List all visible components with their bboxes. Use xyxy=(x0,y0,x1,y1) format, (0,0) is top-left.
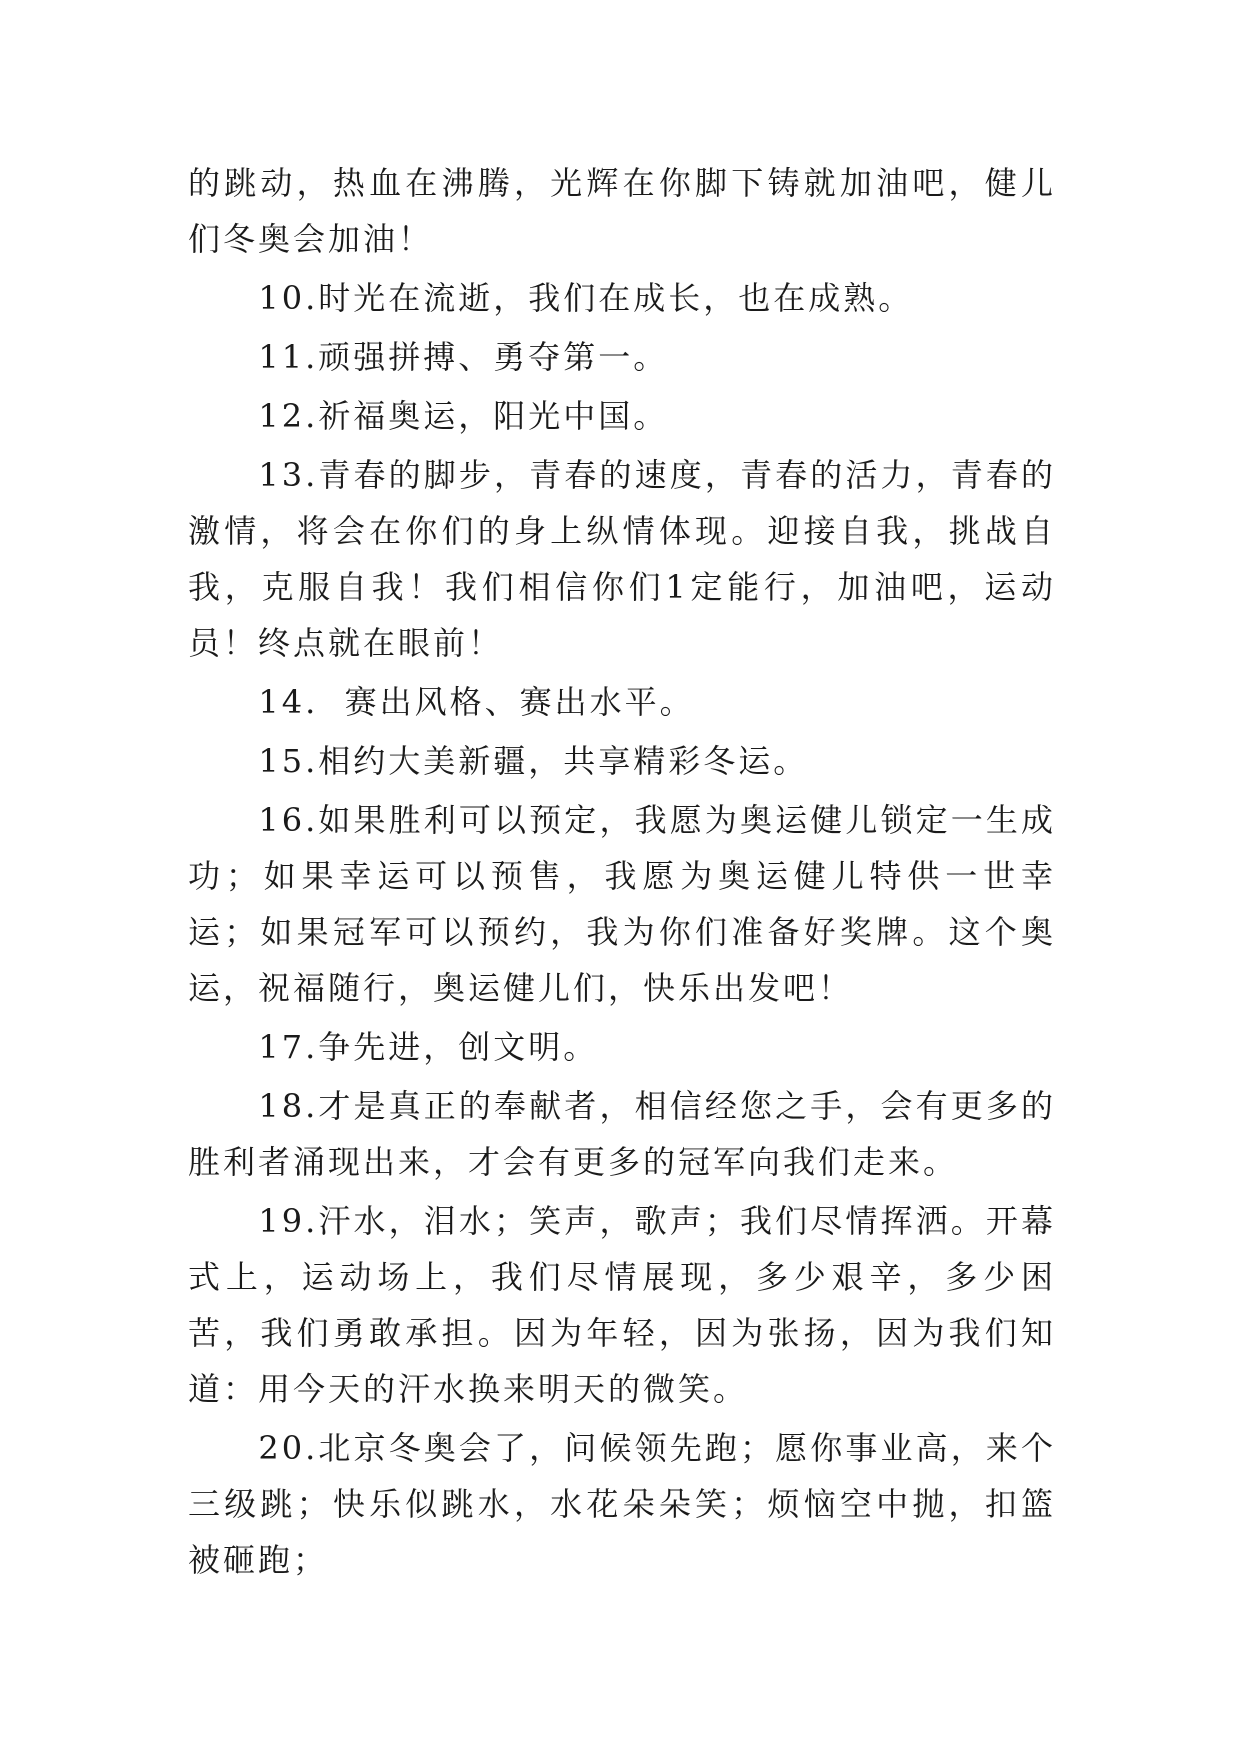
document-body xyxy=(188,155,1056,1591)
slogan-item-15: 15.相约大美新疆，共享精彩冬运。 xyxy=(258,742,809,780)
paragraph-continuation: 的跳动，热血在沸腾，光辉在你脚下铸就加油吧，健儿们冬奥会加油！ xyxy=(188,164,1056,258)
slogan-item-11: 11.顽强拼搏、勇夺第一。 xyxy=(258,338,669,376)
slogan-item-19: 19.汗水，泪水；笑声，歌声；我们尽情挥洒。开幕式上，运动场上，我们尽情展现，多少艰辛，多少困苦，我们勇敢承担。因为年轻，因为张扬，因为我们知道：用今天的汗水换来明天的微笑。 xyxy=(188,1202,1056,1408)
slogan-item-20: 20.北京冬奥会了，问候领先跑；愿你事业高，来个三级跳；快乐似跳水，水花朵朵笑；烦恼空中抛，扣篮被砸跑； xyxy=(188,1429,1056,1579)
slogan-item-16: 16.如果胜利可以预定，我愿为奥运健儿锁定一生成功；如果幸运可以预售，我愿为奥运健儿特供一世幸运；如果冠军可以预约，我为你们准备好奖牌。这个奥运，祝福随行，奥运健儿们，快乐出发吧！ xyxy=(188,801,1056,1007)
slogan-item-17: 17.争先进，创文明。 xyxy=(258,1028,599,1066)
slogan-item-13: 13.青春的脚步，青春的速度，青春的活力，青春的激情，将会在你们的身上纵情体现。迎接自我，挑战自我，克服自我！我们相信你们1定能行，加油吧，运动员！终点就在眼前！ xyxy=(188,456,1056,662)
slogan-item-12: 12.祈福奥运，阳光中国。 xyxy=(258,397,669,435)
slogan-item-14: 14. 赛出风格、赛出水平。 xyxy=(258,683,695,721)
slogan-item-10: 10.时光在流逝，我们在成长，也在成熟。 xyxy=(258,279,914,317)
slogan-item-18: 18.才是真正的奉献者，相信经您之手，会有更多的胜利者涌现出来，才会有更多的冠军向我们走来。 xyxy=(188,1087,1056,1181)
